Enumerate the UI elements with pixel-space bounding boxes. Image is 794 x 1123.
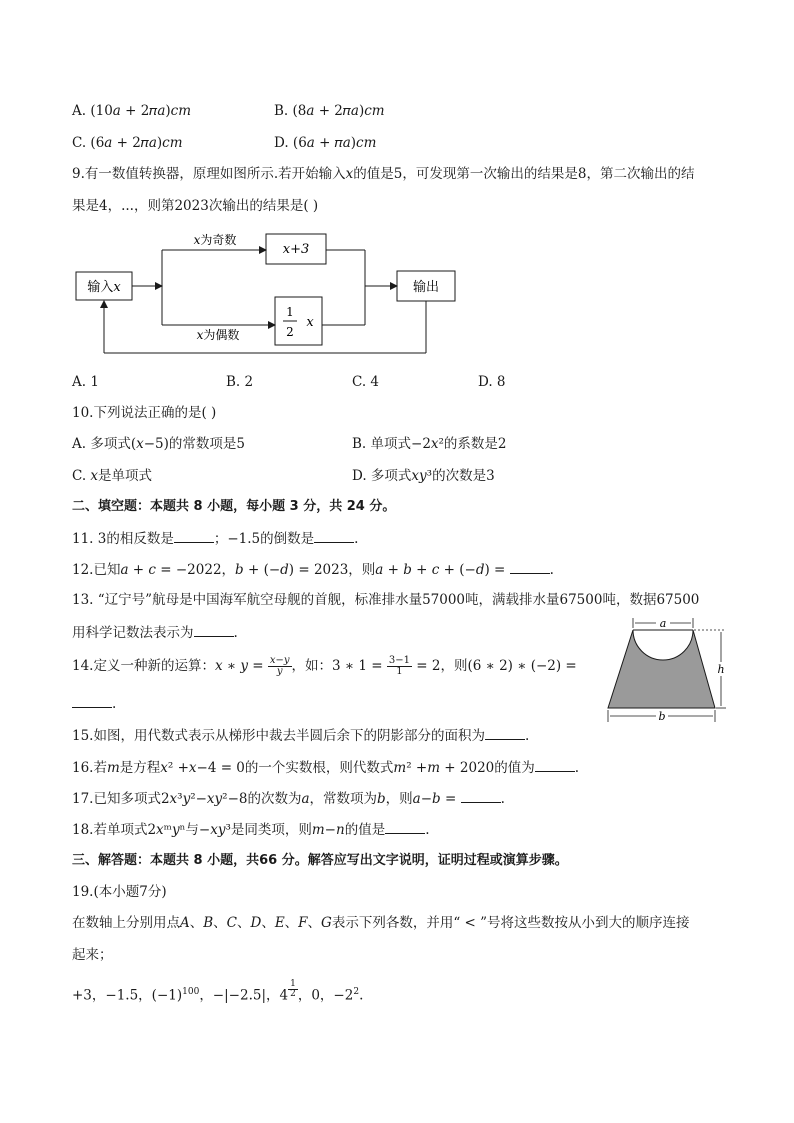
q9-stem-line1: 9.有一数值转换器，原理如图所示.若开始输入𝑥的值是5，可发现第一次输出的结果是8，第二次输出的结 [72, 166, 695, 182]
q17-blank[interactable] [461, 788, 501, 803]
flow-odd-op: 𝑥+3 [282, 242, 310, 257]
q10-option-c: C. 𝑥是单项式 [72, 468, 153, 484]
q16 [72, 757, 579, 778]
q19-nums-b: ，−|−2.5|，4 [199, 987, 289, 1004]
q13-blank[interactable] [194, 622, 234, 637]
q11-text-a: 11. 3的相反数是 [72, 531, 174, 547]
q11-blank-2[interactable] [314, 528, 354, 543]
q19-exponent-2: 2 [353, 987, 360, 997]
q15-text-c: . [524, 728, 530, 744]
flow-output-label: 输出 [412, 280, 440, 295]
q17-text-c: . [500, 791, 505, 807]
q17 [72, 788, 505, 809]
section-2-heading: 二、填空题：本题共 8 小题，每小题 3 分，共 24 分。 [72, 499, 396, 514]
q18-blank[interactable] [385, 819, 425, 834]
q19-line2: 起来； [72, 947, 113, 963]
q19-line1: 在数轴上分别用点𝐴、𝐵、𝐶、𝐷、𝐸、𝐹、𝐺表示下列各数，并用“ < ”号将这些数按从小到大的顺序连接 [72, 915, 690, 931]
flow-even-box [275, 297, 322, 345]
q14-fraction-example [387, 656, 412, 677]
q12-blank[interactable] [510, 559, 550, 574]
trapezoid-label-h: h [717, 663, 725, 676]
trapezoid-label-b: b [658, 710, 666, 723]
q14-fraction-def [268, 656, 292, 677]
q19-mixed-den: 2 [290, 989, 296, 999]
flow-input-label: 输入𝑥 [87, 280, 121, 295]
q19-nums-a: +3，−1.5，(−1) [72, 987, 183, 1004]
q14-frac1-den: 𝑦 [276, 666, 283, 677]
q14-frac1-num: 𝑥−𝑦 [269, 655, 290, 666]
q11 [72, 528, 358, 549]
q14-line2 [72, 693, 116, 714]
q15-blank[interactable] [485, 725, 525, 740]
q18 [72, 819, 430, 840]
q11-blank-1[interactable] [174, 528, 214, 543]
q14-text-b: ，如：3 ∗ 1 = [291, 658, 387, 674]
q9-option-a: A. 1 [72, 374, 99, 390]
q14-text-c: = 2，则(6 ∗ 2) ∗ (−2) = [412, 658, 577, 674]
q19-exponent-100: 100 [182, 987, 200, 997]
trapezoid-shaded-region [608, 630, 715, 708]
flow-even-label: 𝑥为偶数 [196, 328, 240, 342]
section-3-heading: 三、解答题：本题共 8 小题，共66 分。解答应写出文字说明，证明过程或演算步骤。 [72, 853, 568, 868]
q14-frac2-den: 1 [396, 666, 403, 677]
q10-option-b: B. 单项式−2𝑥²的系数是2 [352, 436, 507, 452]
q16-text-a: 16.若𝑚是方程𝑥² +𝑥−4 = 0的一个实数根，则代数式𝑚² +𝑚 + 2020的值为 [72, 760, 535, 776]
q8-option-b: B. (8𝑎 + 2𝜋𝑎)𝑐𝑚 [274, 103, 385, 119]
q11-text-c: . [354, 531, 359, 547]
q19-title: 19.(本小题7分) [72, 884, 167, 900]
q16-text-c: . [574, 760, 580, 776]
q15-text-a: 15.如图，用代数式表示从梯形中裁去半圆后余下的阴影部分的面积为 [72, 728, 485, 744]
q16-blank[interactable] [535, 757, 575, 772]
q17-text-a: 17.已知多项式2𝑥³𝑦²−𝑥𝑦²−8的次数为𝑎，常数项为𝑏，则𝑎−𝑏 = [72, 791, 461, 807]
q19-mixed-num: 1 [290, 979, 296, 989]
q14-end: . [112, 696, 117, 712]
q8-option-d: D. (6𝑎 + 𝜋𝑎)𝑐𝑚 [274, 135, 377, 151]
q9-option-d: D. 8 [478, 374, 506, 390]
q15 [72, 725, 529, 746]
flow-even-num: 1 [286, 305, 294, 319]
q13-line2 [72, 622, 238, 643]
q9-option-c: C. 4 [352, 374, 380, 390]
q14-frac2-num: 3−1 [388, 655, 410, 666]
trapezoid-figure [604, 612, 744, 724]
flow-even-den: 2 [286, 325, 294, 339]
q10-option-a: A. 多项式(𝑥−5)的常数项是5 [72, 436, 245, 452]
q14-blank[interactable] [72, 693, 112, 708]
flow-even-var: 𝑥 [306, 315, 314, 330]
trapezoid-label-a: a [659, 617, 667, 630]
q10-stem: 10.下列说法正确的是( ) [72, 405, 217, 421]
q14-text-a: 14.定义一种新的运算：𝑥 ∗ 𝑦 = [72, 658, 268, 674]
q8-option-c: C. (6𝑎 + 2𝜋𝑎)𝑐𝑚 [72, 135, 183, 151]
q9-stem-line2: 果是4，...，则第2023次输出的结果是( ) [72, 198, 319, 214]
q11-text-b: ；−1.5的倒数是 [213, 531, 315, 547]
q19-numbers [72, 980, 363, 1008]
q14 [72, 653, 577, 679]
flow-odd-label: 𝑥为奇数 [193, 233, 237, 247]
q19-mixed-fraction [288, 980, 298, 999]
q18-text-a: 18.若单项式2𝑥ᵐ𝑦ⁿ与−𝑥𝑦³是同类项，则𝑚−𝑛的值是 [72, 822, 386, 838]
q18-text-c: . [425, 822, 430, 838]
q12-text-a: 12.已知𝑎 + 𝑐 = −2022，𝑏 + (−𝑑) = 2023，则𝑎 + 𝑏 + 𝑐 + (−𝑑) = [72, 562, 510, 578]
q8-option-a: A. (10𝑎 + 2𝜋𝑎)𝑐𝑚 [72, 103, 192, 119]
q9-option-b: B. 2 [226, 374, 254, 390]
q12 [72, 559, 554, 580]
q9-flowchart [70, 225, 470, 360]
q19-nums-d: . [359, 987, 364, 1004]
q19-nums-c: ，0，−2 [297, 987, 354, 1004]
q12-text-c: . [549, 562, 554, 578]
q10-option-d: D. 多项式𝑥𝑦³的次数是3 [352, 468, 495, 484]
q13-line1: 13. “辽宁号”航母是中国海军航空母舰的首舰，标准排水量57000吨，满载排水量67500吨，数据67500 [72, 592, 700, 608]
q13-text-a: 用科学记数法表示为 [72, 625, 194, 641]
q13-text-c: . [233, 625, 238, 641]
